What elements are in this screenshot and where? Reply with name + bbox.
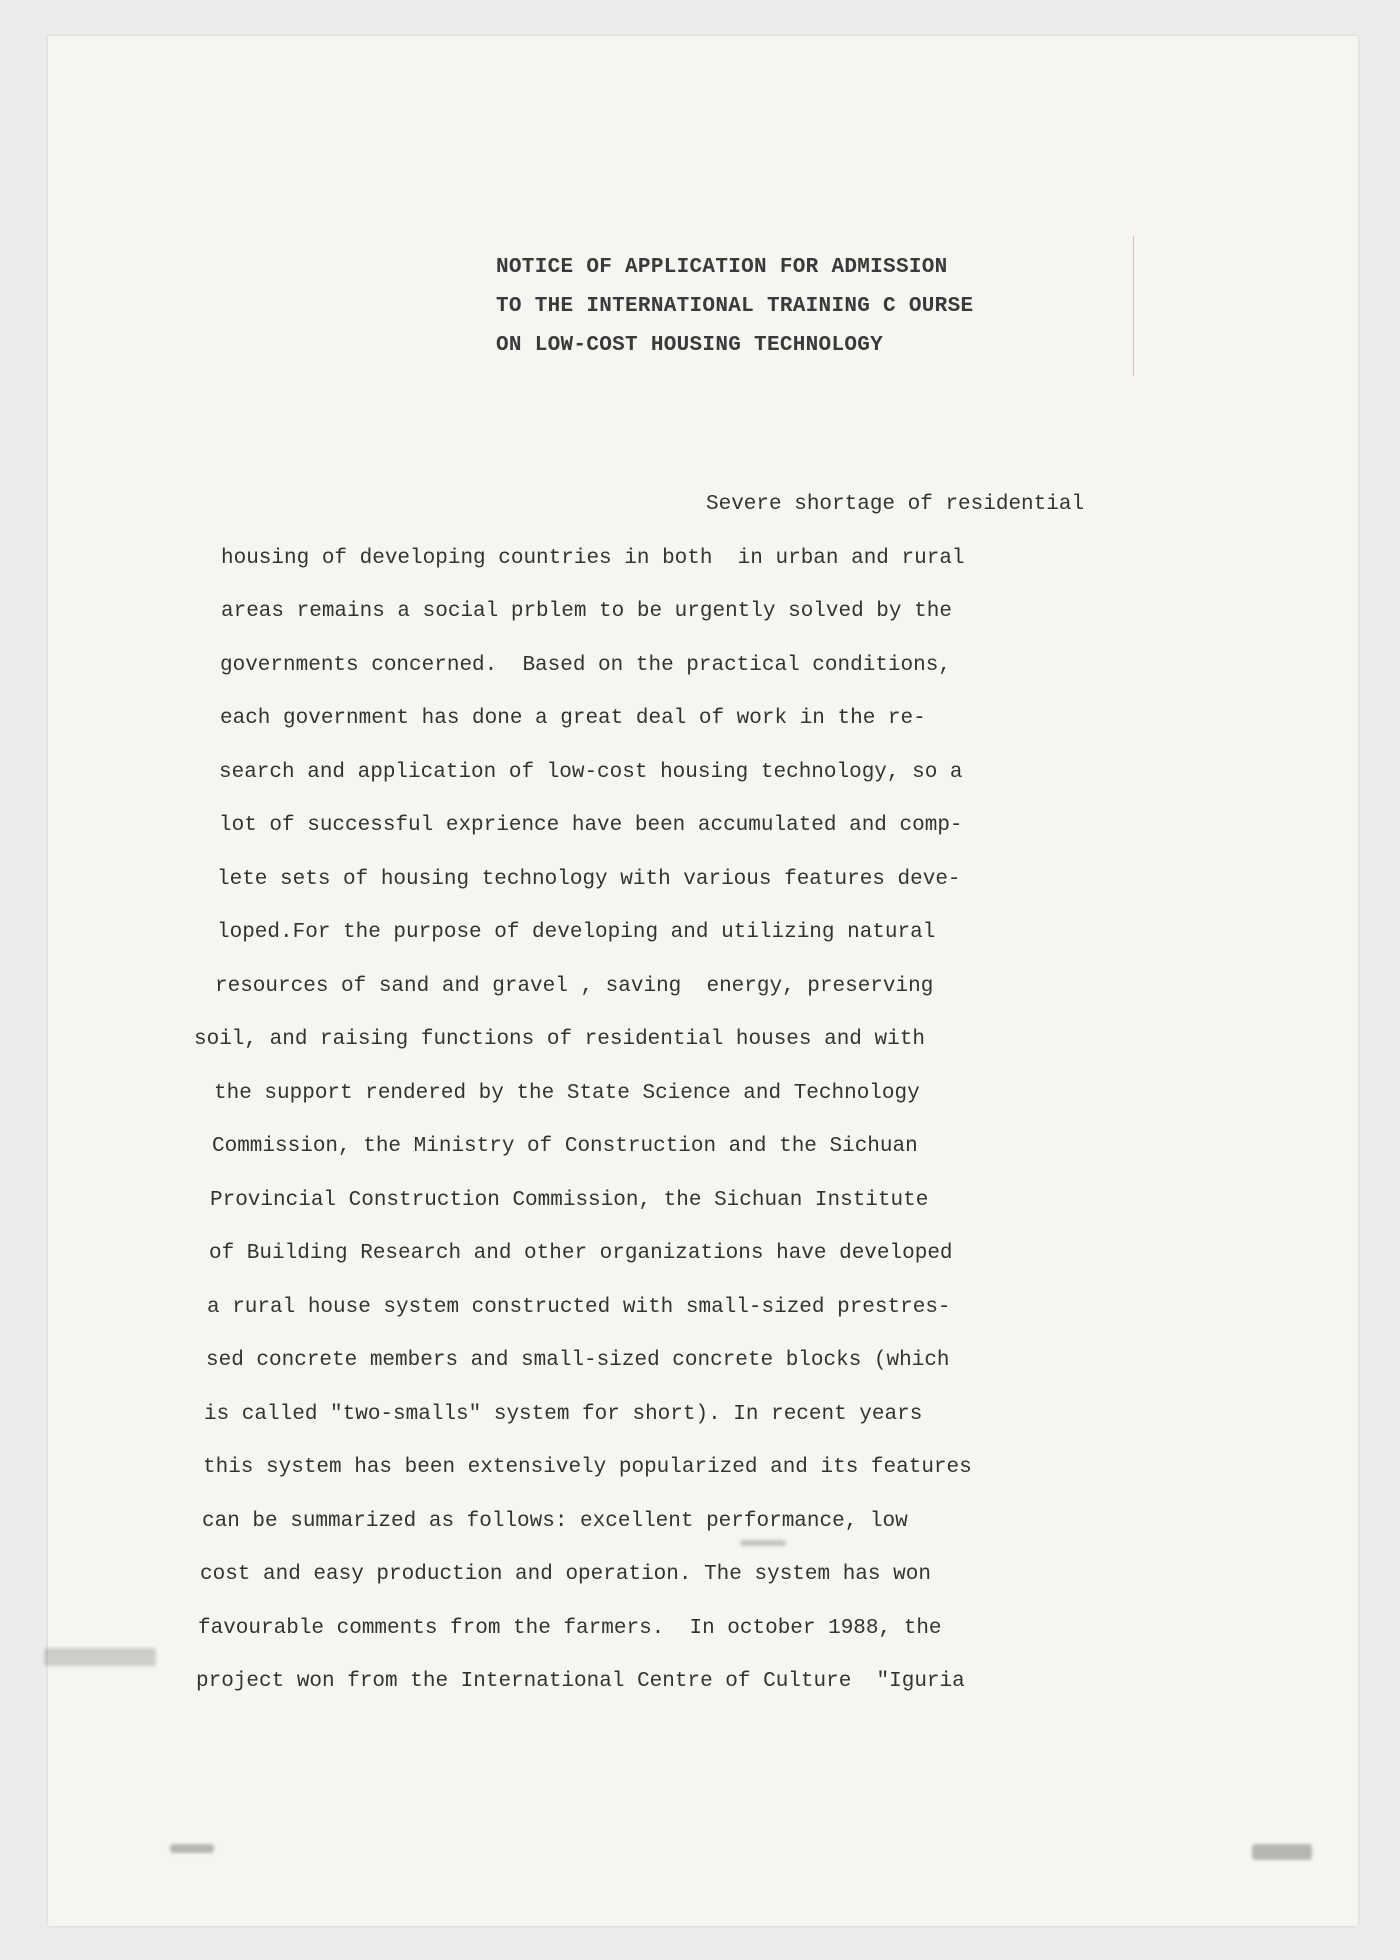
body-line: lot of successful exprience have been accumulated and comp- bbox=[219, 814, 963, 837]
document-title bbox=[496, 248, 1136, 365]
body-line: favourable comments from the farmers. In october 1988, the bbox=[198, 1616, 942, 1640]
body-line: can be summarized as follows: excellent performance, low bbox=[202, 1509, 908, 1533]
title-line-2: TO THE INTERNATIONAL TRAINING C OURSE bbox=[496, 295, 974, 318]
body-line: of Building Research and other organizations have developed bbox=[209, 1242, 953, 1265]
ink-smudge bbox=[1252, 1844, 1312, 1860]
body-line: areas remains a social prblem to be urgently solved by the bbox=[221, 600, 952, 623]
body-line: governments concerned. Based on the practical conditions, bbox=[220, 653, 951, 677]
body-line: housing of developing countries in both in urban and rural bbox=[221, 546, 965, 570]
body-line: soil, and raising functions of residential houses and with bbox=[194, 1028, 925, 1051]
ink-smudge bbox=[44, 1648, 156, 1666]
body-line: search and application of low-cost housing technology, so a bbox=[219, 760, 963, 784]
ink-smudge bbox=[740, 1540, 786, 1546]
body-line: resources of sand and gravel , saving energy, preserving bbox=[215, 974, 934, 998]
body-line: is called "two-smalls" system for short). In recent years bbox=[204, 1402, 923, 1426]
body-line: lete sets of housing technology with various features deve- bbox=[217, 867, 961, 891]
body-line: loped.For the purpose of developing and utilizing natural bbox=[217, 921, 936, 944]
document-body bbox=[0, 478, 1400, 1709]
title-line-1: NOTICE OF APPLICATION FOR ADMISSION bbox=[496, 256, 948, 279]
ink-smudge bbox=[170, 1844, 214, 1853]
body-line: Commission, the Ministry of Construction and the Sichuan bbox=[212, 1135, 918, 1158]
body-line: this system has been extensively popularized and its features bbox=[203, 1456, 972, 1479]
body-line: Provincial Construction Commission, the Sichuan Institute bbox=[210, 1188, 929, 1212]
body-line: the support rendered by the State Science and Technology bbox=[214, 1081, 920, 1105]
body-line: a rural house system constructed with small-sized prestres- bbox=[207, 1295, 951, 1319]
body-line: project won from the International Centre of Culture "Iguria bbox=[196, 1670, 965, 1693]
body-line: cost and easy production and operation. The system has won bbox=[200, 1563, 931, 1586]
title-line-3: ON LOW-COST HOUSING TECHNOLOGY bbox=[496, 334, 884, 357]
body-line: sed concrete members and small-sized concrete blocks (which bbox=[206, 1349, 950, 1372]
body-line: each government has done a great deal of work in the re- bbox=[220, 707, 926, 730]
body-line: Severe shortage of residential bbox=[706, 493, 1085, 516]
